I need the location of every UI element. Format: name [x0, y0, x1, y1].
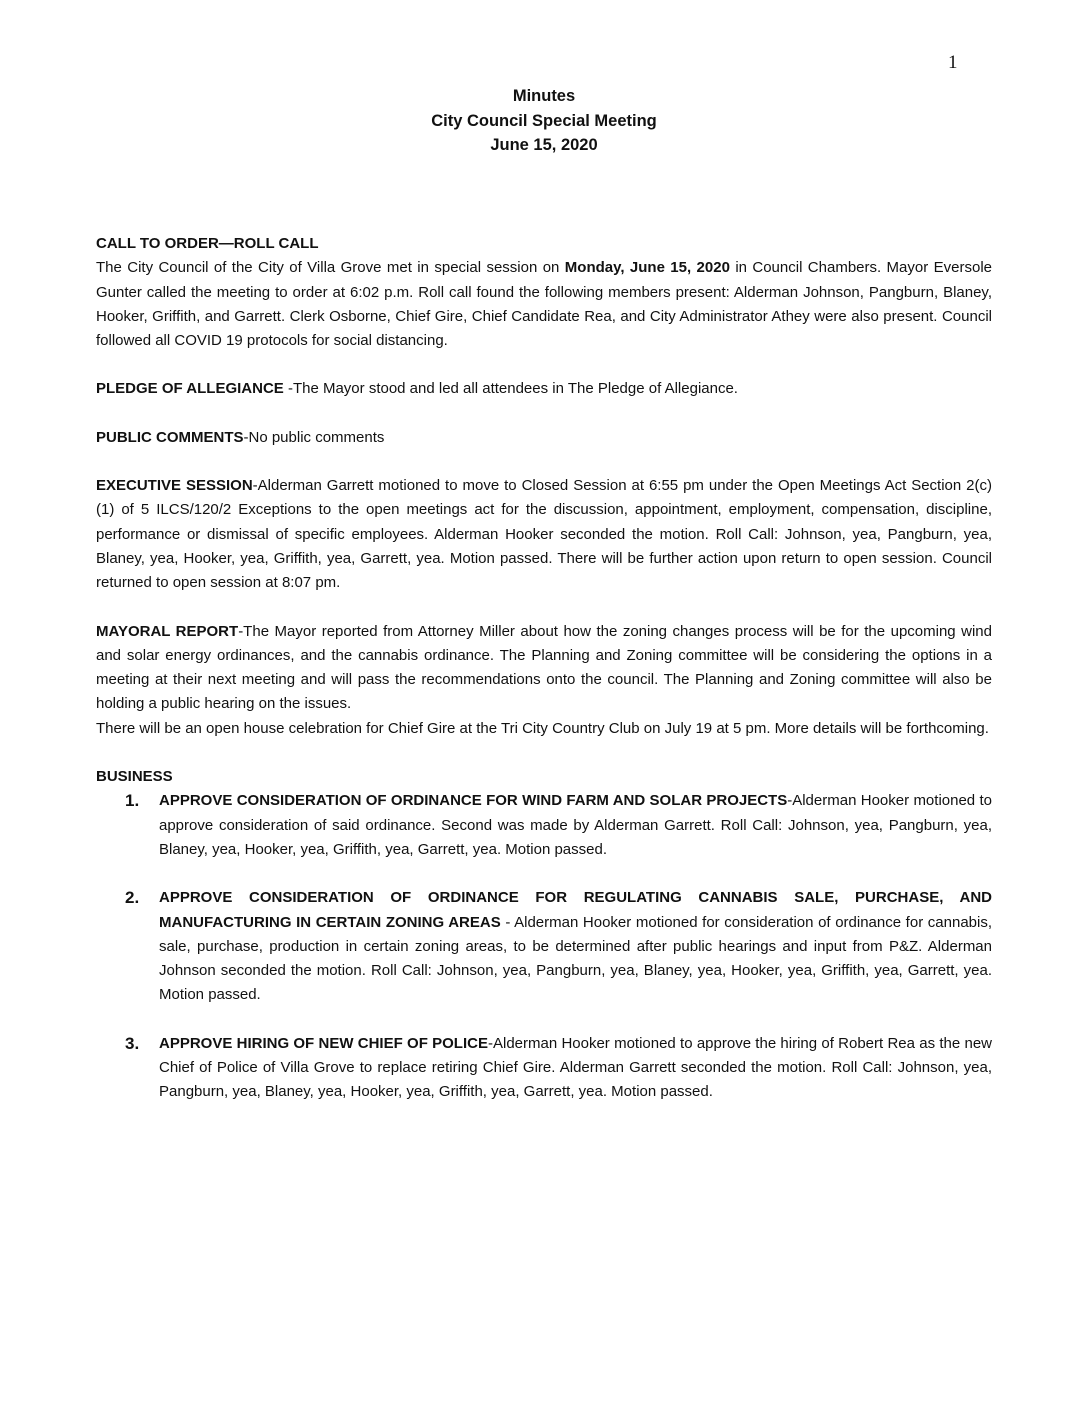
business-item-heading: APPROVE CONSIDERATION OF ORDINANCE FOR WIND FARM AND SOLAR PROJECTS	[159, 792, 788, 810]
minutes-body	[96, 232, 992, 1129]
business-item-number: 2.	[125, 888, 140, 908]
document-title: Minutes	[512, 87, 576, 105]
business-item	[96, 1032, 992, 1105]
mayoral-report-text-2: There will be an open house celebration for Chief Gire at the Tri City Country Club on July 19 at 5 pm. More details will be forthcoming.	[96, 719, 989, 737]
public-comments-text: -No public comments	[243, 428, 385, 446]
business-item-number: 1.	[125, 791, 140, 811]
business-item-text: - Alderman Hooker motioned for consideration of ordinance for cannabis, sale, purchase, production in certain zoning areas, to be determined after public hearings and input from P&Z. Alderman Johnson seconded the motion. Roll Call: Johnson, yea, Pangburn, yea, Blaney, yea, Hooker, yea, Griffith, yea, Garrett, yea. Motion passed.	[159, 913, 993, 1004]
business-item-heading: APPROVE HIRING OF NEW CHIEF OF POLICE	[159, 1034, 488, 1052]
business-item-heading: APPROVE CONSIDERATION OF ORDINANCE FOR REGULATING CANNABIS SALE, PURCHASE, AND MANUFACTURING IN CERTAIN ZONING AREAS	[159, 889, 992, 931]
call-to-order-title: CALL TO ORDER—ROLL CALL	[96, 235, 319, 252]
call-to-order-text-end: in Council Chambers. Mayor Eversole Gunter called the meeting to order at 6:02 p.m. Roll call found the following members present: Alderman Johnson, Pangburn, Blaney, Hooker, Griffith, and Garrett. Clerk Osborne, Chief Gire, Chief Candidate Rea, and City Administrator Athey were also present. Council followed all COVID 19 protocols for social distancing.	[96, 259, 992, 350]
meeting-name: City Council Special Meeting	[431, 111, 657, 130]
executive-session-title: EXECUTIVE SESSION	[96, 477, 253, 495]
document-header	[0, 84, 1088, 158]
mayoral-report-title: MAYORAL REPORT	[96, 622, 239, 640]
business-item-number: 3.	[125, 1033, 140, 1053]
call-to-order-date: Monday, June 15, 2020	[564, 259, 730, 277]
page-number: 1	[948, 52, 958, 73]
business-section	[96, 765, 992, 1105]
meeting-date: June 15, 2020	[490, 136, 598, 154]
pledge-text: -The Mayor stood and led all attendees in The Pledge of Allegiance.	[283, 380, 738, 398]
pledge-section	[96, 377, 992, 401]
call-to-order-section	[96, 232, 992, 353]
pledge-title: PLEDGE OF ALLEGIANCE	[96, 380, 284, 398]
call-to-order-text-start: The City Council of the City of Villa Grove met in special session on	[96, 259, 565, 277]
executive-session-text: -Alderman Garrett motioned to move to Closed Session at 6:55 pm under the Open Meetings Act Section 2(c)(1) of 5 ILCS/120/2 Exceptions to the open meetings act for the discussion, appointment, employment, compensation, discipline, performance or dismissal of specific employees. Alderman Hooker seconded the motion. Roll Call: Johnson, yea, Pangburn, yea, Blaney, yea, Hooker, yea, Griffith, yea, Garrett, yea. Motion passed. There will be further action upon return to open session. Council returned to open session at 8:07 pm.	[96, 477, 992, 592]
business-item-text: -Alderman Hooker motioned to approve the hiring of Robert Rea as the new Chief of Police of Villa Grove to replace retiring Chief Gire. Alderman Garrett seconded the motion. Roll Call: Johnson, yea, Pangburn, yea, Blaney, yea, Hooker, yea, Griffith, yea, Garrett, yea. Motion passed.	[159, 1034, 993, 1101]
business-item	[96, 886, 992, 1007]
mayoral-report-text: -The Mayor reported from Attorney Miller about how the zoning changes process will be for the upcoming wind and solar energy ordinances, and the cannabis ordinance. The Planning and Zoning committee will be considering the options in a meeting at their next meeting and will pass the recommendations onto the council. The Planning and Zoning committee will also be holding a public hearing on the issues.	[96, 622, 992, 713]
executive-session-section	[96, 474, 992, 595]
business-item	[96, 789, 992, 862]
public-comments-title: PUBLIC COMMENTS	[96, 428, 244, 446]
mayoral-report-section	[96, 620, 992, 741]
business-list	[96, 789, 992, 1104]
business-title: BUSINESS	[96, 768, 173, 786]
public-comments-section	[96, 426, 992, 450]
business-item-text: -Alderman Hooker motioned to approve consideration of said ordinance. Second was made by Alderman Garrett. Roll Call: Johnson, yea, Pangburn, yea, Blaney, yea, Hooker, yea, Griffith, yea, Garrett, yea. Motion passed.	[159, 792, 992, 858]
